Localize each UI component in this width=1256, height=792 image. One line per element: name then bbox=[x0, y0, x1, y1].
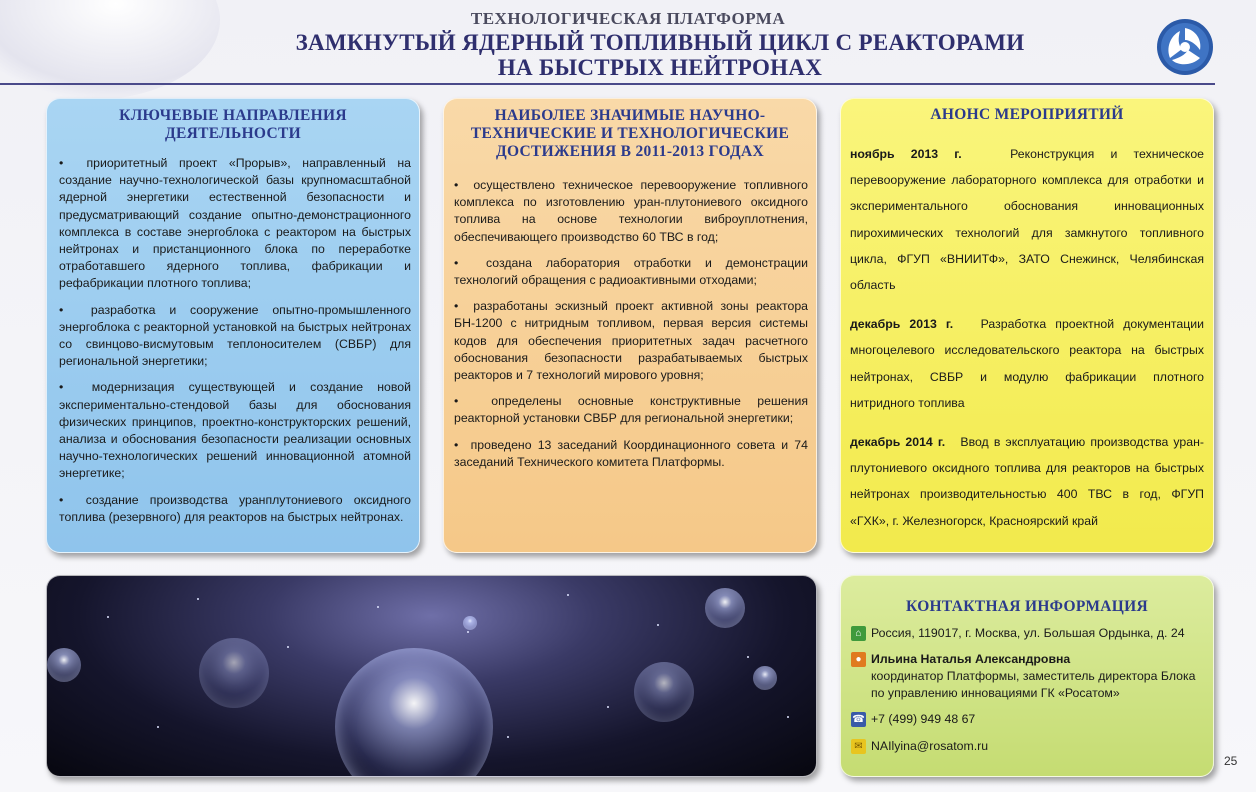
directions-title-line2: ДЕЯТЕЛЬНОСТИ bbox=[165, 125, 301, 142]
star bbox=[787, 716, 789, 718]
events-panel bbox=[840, 98, 1214, 553]
achievements-panel bbox=[443, 98, 817, 553]
contacts-panel bbox=[840, 575, 1214, 777]
home-icon: ⌂ bbox=[851, 626, 866, 641]
bubble bbox=[634, 662, 694, 722]
events-title: АНОНС МЕРОПРИЯТИЙ bbox=[930, 106, 1124, 123]
event-text: Реконструкция и техническое перевооружение лабораторного комплекса для отработки и экспериментального обоснования инновационных пирохимических технологий для замкнутого топливного цикла, ФГУП «ВНИИТФ», ЗАТО Снежинск, Челябинская область bbox=[850, 147, 1204, 293]
bubble bbox=[705, 588, 745, 628]
bubble bbox=[199, 638, 269, 708]
directions-title bbox=[47, 107, 419, 143]
star bbox=[607, 706, 609, 708]
person-info bbox=[871, 651, 1201, 702]
achievements-item: • создана лаборатория отработки и демонстрации технологий обращения с радиоактивными отходами; bbox=[454, 255, 808, 289]
achievements-item: • определены основные конструктивные решения реакторной установки СВБР для региональной энергетики; bbox=[454, 393, 808, 427]
event-date: декабрь 2013 г. bbox=[850, 317, 954, 332]
directions-item: • разработка и сооружение опытно-промышленного энергоблока с реакторной установкой на быстрых нейтронах со свинцово-висмутовым теплоносителем (СВБР) для региональной энергетики; bbox=[59, 302, 411, 371]
star bbox=[377, 606, 379, 608]
phone-text: +7 (499) 949 48 67 bbox=[871, 712, 976, 726]
page-title-line1: ЗАМКНУТЫЙ ЯДЕРНЫЙ ТОПЛИВНЫЙ ЦИКЛ С РЕАКТОРАМИ bbox=[295, 30, 1025, 55]
person-role: координатор Платформы, заместитель директора Блока по управлению инновациями ГК «Росатом» bbox=[871, 669, 1196, 700]
page-number: 25 bbox=[1224, 754, 1238, 768]
achievements-item: • осуществлено техническое перевооружение топливного комплекса по изготовлению уран-плутониевого оксидного топлива на основе технологии виброуплотнения, обеспечивающего производство 60 ТВС в год; bbox=[454, 177, 808, 246]
achievements-title bbox=[444, 107, 816, 161]
star bbox=[507, 736, 509, 738]
directions-item: • модернизация существующей и создание новой экспериментально-стендовой базы для обоснования физических принципов, проектно-конструкторских решений, анализа и обоснования безопасности реализации основных научно-технологических решений инновационной атомной энергетике; bbox=[59, 379, 411, 482]
person-name: Ильина Наталья Александровна bbox=[871, 652, 1071, 666]
directions-list bbox=[59, 155, 411, 535]
directions-item: • создание производства уранплутониевого оксидного топлива (резервного) для реакторов на быстрых нейтронах. bbox=[59, 492, 411, 526]
page-header bbox=[0, 0, 1256, 86]
event-date: ноябрь 2013 г. bbox=[850, 147, 962, 161]
star bbox=[157, 726, 159, 728]
directions-item: • приоритетный проект «Прорыв», направленный на создание научно-технологической базы крупномасштабной ядерной энергетики естественной безопасности и предусматривающий создание опытно-демонстрационного комплекса в составе энергоблока с реактором на быстрых нейтронах и пристанционного блока по переработке отработавшего ядерного топлива, фабрикации и рефабрикации плотного топлива; bbox=[59, 155, 411, 293]
achievements-title-line1: НАИБОЛЕЕ ЗНАЧИМЫЕ НАУЧНО- bbox=[494, 107, 766, 124]
bubble bbox=[47, 648, 81, 682]
header-supertitle: ТЕХНОЛОГИЧЕСКАЯ ПЛАТФОРМА bbox=[470, 9, 786, 28]
phone-icon: ☎ bbox=[851, 712, 866, 727]
achievements-item: • проведено 13 заседаний Координационного совета и 74 заседаний Технического комитета Платформы. bbox=[454, 437, 808, 471]
event-item bbox=[850, 311, 1204, 416]
event-item bbox=[850, 429, 1204, 534]
event-text: Ввод в эксплуатацию производства уран-плутониевого оксидного топлива для реакторов на быстрых нейтронах производительностью 400 ТВС в год, ФГУП «ГХК», г. Железногорск, Красноярский край bbox=[850, 435, 1204, 528]
star bbox=[197, 598, 199, 600]
bubble bbox=[753, 666, 777, 690]
directions-panel bbox=[46, 98, 420, 553]
header-divider bbox=[0, 83, 1215, 85]
star bbox=[657, 624, 659, 626]
star bbox=[287, 646, 289, 648]
events-list bbox=[850, 141, 1204, 547]
page-title bbox=[160, 30, 1160, 80]
event-item bbox=[850, 141, 1204, 298]
star bbox=[107, 616, 109, 618]
space-bubbles-image bbox=[46, 575, 817, 777]
directions-title-line1: КЛЮЧЕВЫЕ НАПРАВЛЕНИЯ bbox=[119, 107, 347, 124]
contacts-title: КОНТАКТНАЯ ИНФОРМАЦИЯ bbox=[906, 598, 1148, 615]
event-date: декабрь 2014 г. bbox=[850, 435, 946, 450]
bubble bbox=[463, 616, 477, 630]
star bbox=[747, 656, 749, 658]
person-icon: ● bbox=[851, 652, 866, 667]
large-bubble bbox=[335, 648, 493, 777]
mail-icon: ✉ bbox=[851, 739, 866, 754]
star bbox=[467, 631, 469, 633]
achievements-title-line3: ДОСТИЖЕНИЯ В 2011-2013 ГОДАХ bbox=[496, 143, 764, 160]
achievements-item: • разработаны эскизный проект активной зоны реактора БН-1200 с нитридным топливом, первая версия системы кодов для обеспечения приоритетных задач расчетного обоснования безопасности разрабатываемых быстрых реакторов и 7 технологий мирового уровня; bbox=[454, 298, 808, 384]
address-text: Россия, 119017, г. Москва, ул. Большая Ордынка, д. 24 bbox=[871, 626, 1185, 640]
page-title-line2: НА БЫСТРЫХ НЕЙТРОНАХ bbox=[497, 55, 823, 80]
achievements-title-line2: ТЕХНИЧЕСКИЕ И ТЕХНОЛОГИЧЕСКИЕ bbox=[470, 125, 790, 142]
event-text: Разработка проектной документации многоцелевого исследовательского реактора на быстрых нейтронах, СВБР и модулю фабрикации плотного нитридного топлива bbox=[850, 317, 1204, 410]
star bbox=[567, 594, 569, 596]
email-link[interactable]: NAIlyina@rosatom.ru bbox=[871, 739, 989, 753]
achievements-list bbox=[454, 177, 808, 480]
rosatom-logo-icon bbox=[1156, 18, 1214, 76]
